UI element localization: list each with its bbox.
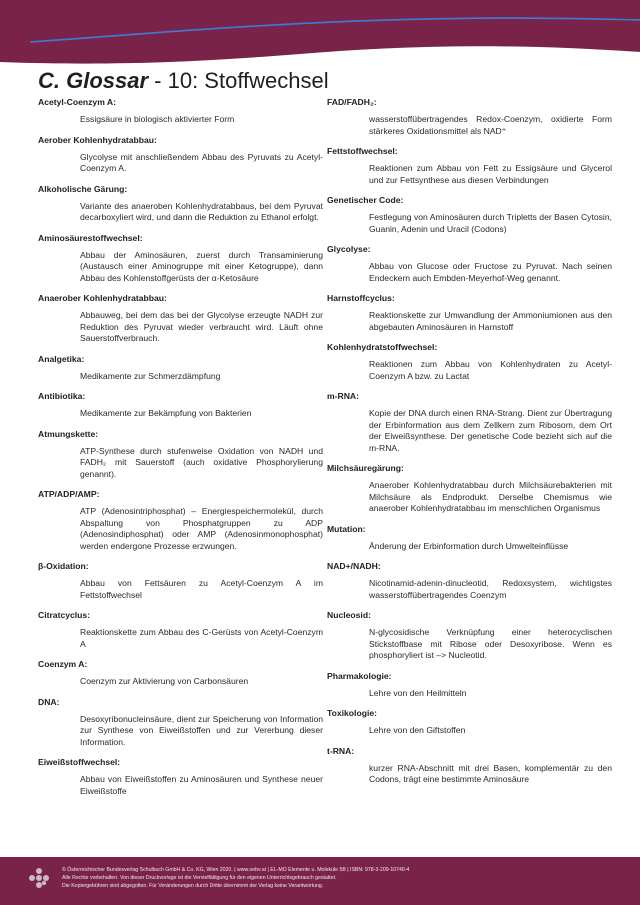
glossary-definition: Variante des anaeroben Kohlenhydratabbaus, bei dem Pyruvat decarboxyliert wird, und dann die Reduktion zu Ethanol erfolgt. (80, 200, 323, 222)
glossary-entry (327, 462, 612, 515)
footer (0, 857, 640, 905)
publisher-logo-icon (28, 867, 50, 889)
glossary-definition: Abbau der Aminosäuren, zuerst durch Transaminierung (Austausch einer Aminogruppe mit einer Ketogruppe), dann Abbau des Kohlenstoffgerüsts der α-Ketosäure (80, 249, 323, 283)
glossary-entry (38, 428, 323, 481)
glossary-definition: Festlegung von Aminosäuren durch Tripletts der Basen Cytosin, Guanin, Adenin und Uracil (Codons) (369, 212, 612, 234)
glossary-entry (38, 609, 323, 650)
glossary-entry (38, 292, 323, 345)
glossary-entry (327, 96, 612, 137)
glossary-left-column (38, 96, 323, 805)
glossary-term: Coenzym A: (38, 659, 88, 669)
glossary-definition: Desoxyribonucleinsäure, dient zur Speicherung von Information zur Synthese von Eiweißstoffen und zur Vererbung dieser Information. (80, 713, 323, 747)
title-topic: - 10: Stoffwechsel (148, 68, 329, 93)
glossary-entry (38, 488, 323, 552)
title-section: C. Glossar (38, 68, 149, 93)
glossary-right-column (327, 96, 612, 794)
glossary-term: Pharmakologie: (327, 670, 392, 681)
glossary-definition: Anaerober Kohlenhydratabbau durch Milchsäurebakterien mit Milchsäure als Endprodukt. Derselbe Chemismus wie anaerober Kohlenhydratabbau im menschlichen Organismus (369, 480, 612, 513)
glossary-definition: Abbauweg, bei dem das bei der Glycolyse erzeugte NADH zur Reduktion des Pyruvat wieder verbraucht wird. Läuft ohne Sauerstoffverbrauch. (80, 310, 323, 343)
glossary-definition: Lehre von den Giftstoffen (369, 725, 466, 735)
glossary-term: m-RNA: (327, 391, 359, 401)
glossary-definition: Abbau von Fettsäuren zu Acetyl-Coenzym A im Fettstoffwechsel (80, 578, 323, 600)
glossary-entry (327, 707, 612, 737)
glossary-definition: Abbau von Glucose oder Fructose zu Pyruvat. Nach seinen Endeckern auch Embden-Meyerhof-Weg genannt. (369, 261, 612, 283)
glossary-definition: kurzer RNA-Abschnitt mit drei Basen, komplementär zu den Codons, trägt eine bestimmte Aminosäure (369, 762, 612, 784)
glossary-term: DNA: (38, 696, 60, 707)
glossary-term: Acetyl-Coenzym A: (38, 97, 116, 107)
glossary-definition: Glycolyse mit anschließendem Abbau des Pyruvats zu Acetyl-Coenzym A. (80, 151, 323, 173)
glossary-term: Citratcyclus: (38, 610, 91, 620)
glossary-term: Analgetika: (38, 353, 85, 364)
glossary-term: t-RNA: (327, 745, 355, 756)
glossary-entry (327, 523, 612, 553)
glossary-entry (38, 658, 323, 688)
header-band (0, 0, 640, 70)
glossary-entry (327, 145, 612, 186)
glossary-definition: Medikamente zur Bekämpfung von Bakterien (80, 408, 252, 418)
glossary-entry (38, 560, 323, 601)
glossary-entry (327, 609, 612, 662)
glossary-definition: Coenzym zur Aktivierung von Carbonsäuren (80, 676, 249, 686)
page-title (38, 68, 329, 94)
glossary-entry (38, 134, 323, 175)
glossary-term: Alkoholische Gärung: (38, 183, 128, 194)
glossary-entry (327, 745, 612, 786)
footer-line-2: Alle Rechte vorbehalten. Von dieser Druckvorlage ist die Vervielfältigung für den eigenen Unterrichtsgebrauch gestattet. (62, 875, 337, 881)
glossary-entry (38, 390, 323, 420)
glossary-definition: ATP (Adenosintriphosphat) – Energiespeichermolekül, durch Abspaltung von Phosphatgruppen zu ADP (Adenosindiphosphat) oder AMP (Adenosinmonophosphat) werden endergone Prozesse erzwungen. (80, 506, 323, 551)
glossary-definition: wasserstoffübertragendes Redox-Coenzym, oxidierte Form stärkeres Oxidationsmittel als NAD⁺ (369, 114, 612, 136)
glossary-term: Nucleosid: (327, 610, 371, 620)
glossary-definition: Essigsäure in biologisch aktivierter Form (80, 114, 235, 124)
glossary-entry (327, 670, 612, 700)
glossary-definition: Lehre von den Heilmitteln (369, 687, 467, 698)
glossary-definition: ATP-Synthese durch stufenweise Oxidation von NADH und FADH₂ mit Sauerstoff (auch oxidative Phosphorylierung genannt). (80, 445, 323, 479)
copyright-notice (62, 866, 632, 890)
glossary-entry (38, 696, 323, 749)
glossary-term: NAD+/NADH: (327, 561, 381, 571)
glossary-definition: Kopie der DNA durch einen RNA-Strang. Dient zur Übertragung der Erbinformation aus dem Zellkern zum Ribosom, dem Ort der Eiweißsynthese. Der genetische Code bezieht sich auf die m-RNA. (369, 408, 612, 453)
glossary-definition: Reaktionen zum Abbau von Fett zu Essigsäure und Glycerol und zur Fettsynthese aus diesen Verbindungen (369, 163, 612, 185)
glossary-definition: Änderung der Erbinformation durch Umwelteinflüsse (369, 540, 569, 551)
glossary-entry (38, 353, 323, 383)
glossary-definition: Reaktionen zum Abbau von Kohlenhydraten zu Acetyl-Coenzym A bzw. zu Lactat (369, 359, 612, 381)
glossary-entry (38, 96, 323, 126)
glossary-term: Glycolyse: (327, 244, 371, 254)
glossary-definition: N-glycosidische Verknüpfung einer heterocyclischen Stickstoffbase mit Ribose oder Desoxyribose. Wenn es phosphoryliert ist –> Nucleotid. (369, 627, 612, 660)
glossary-entry (327, 341, 612, 382)
glossary-term: Eiweißstoffwechsel: (38, 757, 121, 767)
glossary-term: Genetischer Code: (327, 195, 404, 205)
glossary-term: FAD/FADH₂: (327, 97, 377, 107)
glossary-term: ATP/ADP/AMP: (38, 489, 100, 499)
glossary-definition: Reaktionskette zum Abbau des C-Gerüsts von Acetyl-Coenzym A (80, 627, 323, 649)
glossary-entry (327, 243, 612, 284)
glossary-term: Milchsäuregärung: (327, 463, 404, 473)
glossary-definition: Medikamente zur Schmerzdämpfung (80, 370, 221, 381)
glossary-entry (327, 560, 612, 601)
glossary-entry (38, 756, 323, 797)
glossary-term: Aminosäurestoffwechsel: (38, 232, 143, 243)
glossary-term: Anaerober Kohlenhydratabbau: (38, 293, 167, 303)
glossary-entry (327, 194, 612, 235)
glossary-entry (327, 390, 612, 454)
glossary-term: β-Oxidation: (38, 561, 89, 571)
glossary-term: Atmungskette: (38, 428, 99, 439)
glossary-entry (38, 183, 323, 224)
footer-line-1: © Österreichischer Bundesverlag Schulbuch GmbH & Co. KG, Wien 2020. | www.oebv.at | EL-MO Elemente u. Moleküle 5B | ISBN: 978-3-209-10740-4 (62, 867, 410, 873)
glossary-term: Antibiotika: (38, 391, 86, 401)
footer-line-3: Die Kopiergebühren sind abgegolten. Für Veränderungen durch Dritte übernimmt der Verlag keine Verantwortung. (62, 883, 324, 889)
glossary-entry (327, 292, 612, 333)
glossary-entry (38, 232, 323, 285)
glossary-term: Mutation: (327, 523, 366, 534)
glossary-term: Harnstoffcyclus: (327, 293, 395, 303)
glossary-term: Fettstoffwechsel: (327, 146, 398, 156)
glossary-term: Aerober Kohlenhydratabbau: (38, 134, 157, 145)
glossary-definition: Nicotinamid-adenin-dinucleotid, Redoxsystem, wichtigstes wasserstoffübertragendes Coenzym (369, 578, 612, 600)
glossary-term: Toxikologie: (327, 708, 377, 718)
glossary-term: Kohlenhydratstoffwechsel: (327, 342, 438, 352)
glossary-definition: Reaktionskette zur Umwandlung der Ammoniumionen aus den abgebauten Aminosäuren in Harnstoff (369, 310, 612, 332)
glossary-definition: Abbau von Eiweißstoffen zu Aminosäuren und Synthese neuer Eiweißstoffe (80, 774, 323, 796)
